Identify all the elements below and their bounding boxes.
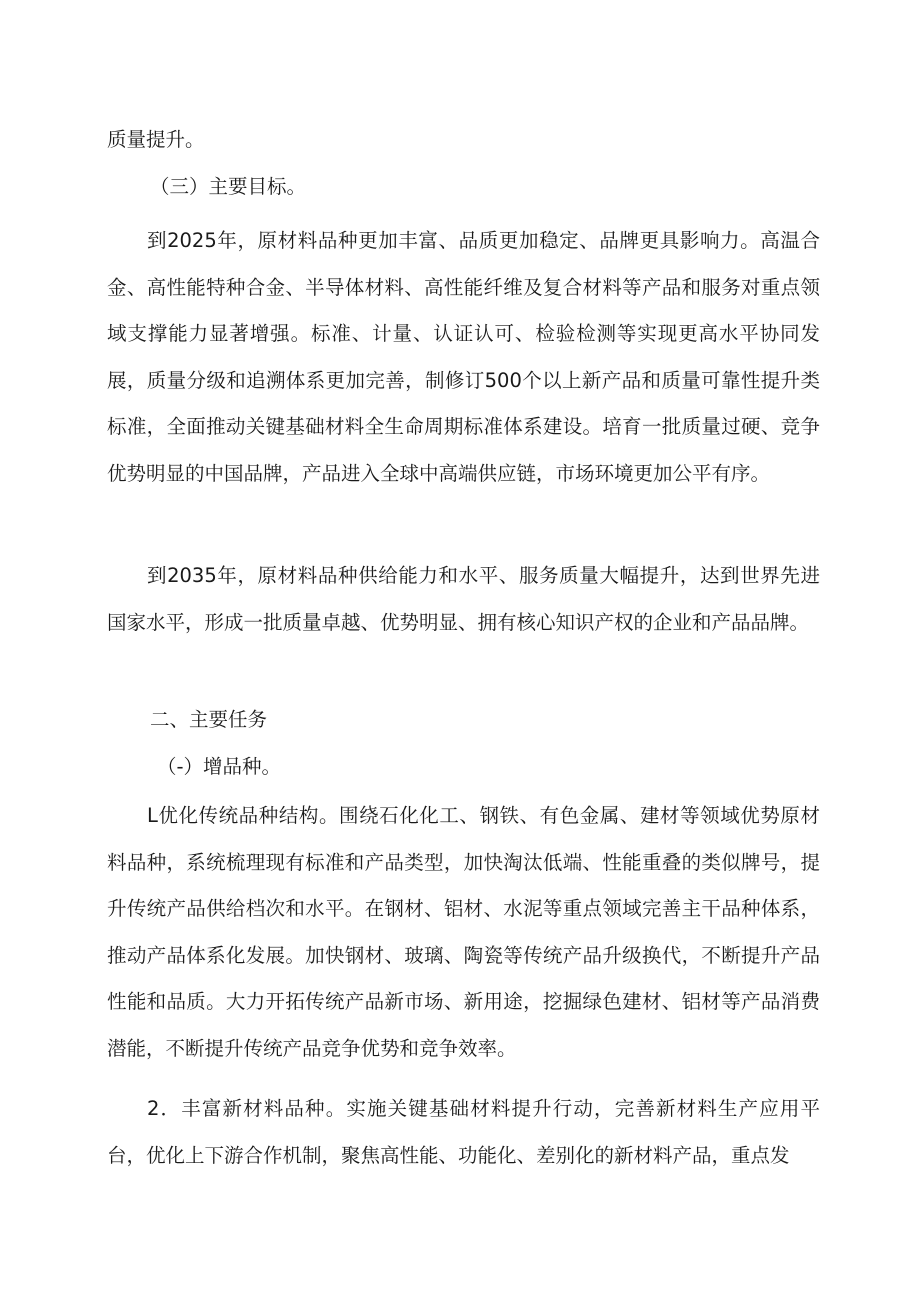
paragraph-2025-goals: 到2025年，原材料品种更加丰富、品质更加稳定、品牌更具影响力。高温合金、高性能特种合金、半导体材料、高性能纤维及复合材料等产品和服务对重点领域支撑能力显著增强。标准、计量、认证认可、检验检测等实现更高水平协同发展，质量分级和追溯体系更加完善，制修订500个以上新产品和质量可靠性提升类标准，全面推动关键基础材料全生命周期标准体系建设。培育一批质量过硬、竞争优势明显的中国品牌，产品进入全球中高端供应链，市场环境更加公平有序。 (107, 229, 820, 485)
paragraph-intro-tail: 质量提升。 (107, 128, 205, 151)
paragraph-item-2: 2．丰富新材料品种。实施关键基础材料提升行动，完善新材料生产应用平台，优化上下游合作机制，聚焦高性能、功能化、差别化的新材料产品，重点发 (107, 1097, 820, 1167)
paragraph-2035-goals: 到2035年，原材料品种供给能力和水平、服务质量大幅提升，达到世界先进国家水平，形成一批质量卓越、优势明显、拥有核心知识产权的企业和产品品牌。 (107, 564, 820, 634)
paragraph-item-1: L优化传统品种结构。围绕石化化工、钢铁、有色金属、建材等领域优势原材料品种，系统梳理现有标准和产品类型，加快淘汰低端、性能重叠的类似牌号，提升传统产品供给档次和水平。在钢材、铝材、水泥等重点领域完善主干品种体系，推动产品体系化发展。加快钢材、玻璃、陶瓷等传统产品升级换代，不断提升产品性能和品质。大力开拓传统产品新市场、新用途，挖掘绿色建材、铝材等产品消费潜能，不断提升传统产品竞争优势和竞争效率。 (107, 804, 820, 1060)
heading-main-goals: （三）主要目标。 (150, 175, 307, 198)
heading-main-tasks: 二、主要任务 (150, 708, 268, 731)
heading-add-varieties: （-）增品种。 (157, 755, 282, 778)
